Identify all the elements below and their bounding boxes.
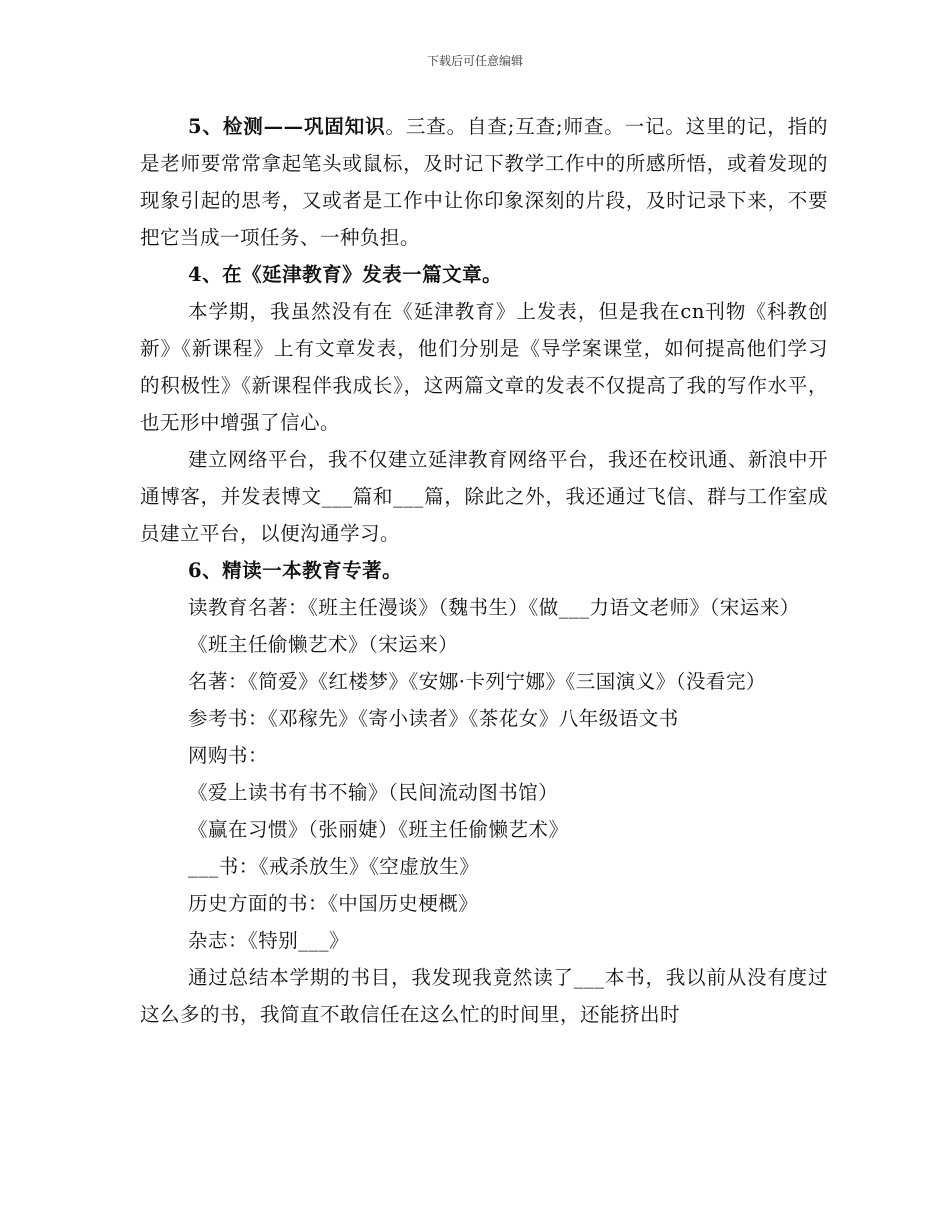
section6-heading: 6、精读一本教育专著。 [188,559,403,582]
reading-line: 杂志：《特别___》 [188,929,350,952]
section4-heading: 4、在《延津教育》发表一篇文章。 [188,263,503,286]
section5-paragraph [140,108,828,256]
reading-line: 《爱上读书有书不输》（民间流动图书馆） [188,781,559,804]
reading-line: 读教育名著：《班主任漫谈》（魏书生）《做___力语文老师》（宋运来） [188,596,800,619]
section5-body: 。三查。自查;互查;师查。一记。这里的记，指的是老师要常常拿起笔头或鼠标，及时记下教学工作中的所感所悟，或着发现的现象引起的思考，又或者是工作中让你印象深刻的片段，及时记录下来，不要把它当成一项任务、一种负担。 [140,115,829,249]
section4-paragraph-1: 本学期，我虽然没有在《延津教育》上发表，但是我在cn刊物《科教创新》《新课程》上有文章发表，他们分别是《导学案课堂，如何提高他们学习的积极性》《新课程伴我成长》，这两篇文章的发表不仅提高了我的写作水平，也无形中增强了信心。 [140,300,828,434]
reading-line: ___书：《戒杀放生》《空虚放生》 [188,855,480,878]
reading-line: 历史方面的书：《中国历史梗概》 [188,892,479,915]
reading-line: 《班主任偷懒艺术》（宋运来） [188,633,459,656]
reading-line: 网购书： [188,744,269,767]
section4-paragraph-2: 建立网络平台，我不仅建立延津教育网络平台，我还在校讯通、新浪中开通博客，并发表博文___篇和___篇，除此之外，我还通过飞信、群与工作室成员建立平台，以便沟通学习。 [140,448,829,545]
reading-line: 《赢在习惯》（张丽婕）《班主任偷懒艺术》 [188,818,569,841]
section5-heading: 5、检测——巩固知识 [188,115,386,138]
page-header: 下载后可任意编辑 [426,54,523,68]
section6-closing: 通过总结本学期的书目，我发现我竟然读了___本书，我以前从没有度过这么多的书，我简直不敢信任在这么忙的时间里，还能挤出时 [140,966,828,1026]
reading-line: 参考书：《邓稼先》《寄小读者》《茶花女》八年级语文书 [188,707,679,730]
reading-line: 名著：《简爱》《红楼梦》《安娜·卡列宁娜》《三国演义》（没看完） [188,670,766,693]
document-body [140,108,828,1033]
